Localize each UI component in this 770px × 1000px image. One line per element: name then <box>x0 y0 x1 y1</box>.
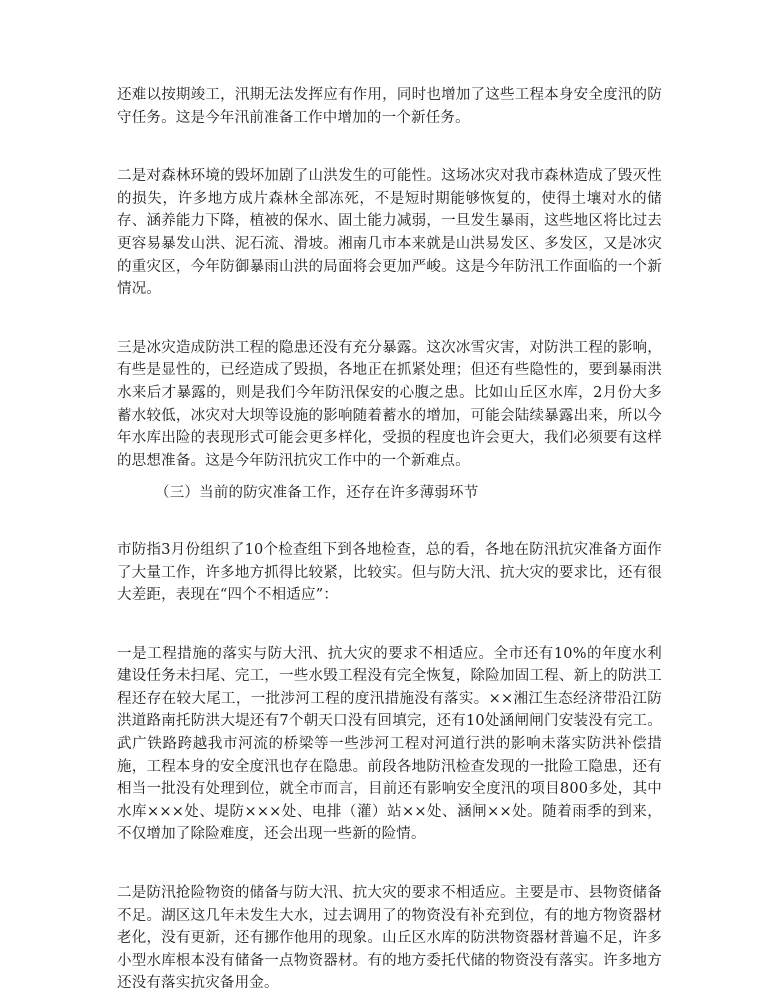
paragraph-gap <box>117 472 662 482</box>
paragraph-4: 市防指3月份组织了10个检查组下到各地检查，总的看，各地在防汛抗灾准备方面作了大量工作，许多地方抓得比较紧，比较实。但与防大汛、抗大灾的要求比，还有很大差距，表现在“四个不相适应”： <box>117 541 662 604</box>
paragraph-gap <box>117 129 662 165</box>
paragraph-gap <box>117 607 662 643</box>
paragraph-6: 二是防汛抢险物资的储备与防大汛、抗大灾的要求不相适应。主要是市、县物资储备不足。湖区这几年未发生大水，过去调用了的物资没有补充到位，有的地方物资器材老化，没有更新，还有挪作他用的现象。山丘区水库的防洪物资器材普遍不足，许多小型水库根本没有储备一点物资器材。有的地方委托代储的物资没有落实。许多地方还没有落实抗灾备用金。 <box>117 885 662 992</box>
section-heading: （三）当前的防灾准备工作，还存在许多薄弱环节 <box>155 485 479 502</box>
paragraph-2: 二是对森林环境的毁坏加剧了山洪发生的可能性。这场冰灾对我市森林造成了毁灭性的损失，许多地方成片森林全部冻死，不是短时期能够恢复的，使得土壤对水的储存、涵养能力下降，植被的保水、固土能力减弱，一旦发生暴雨，这些地区将比过去更容易暴发山洪、泥石流、滑坡。湘南几市本来就是山洪易发区、多发区，又是冰灾的重灾区，今年防御暴雨山洪的局面将会更加严峻。这是今年防汛工作面临的一个新情况。 <box>117 168 662 298</box>
paragraph-gap <box>117 846 662 882</box>
paragraph-gap <box>117 301 662 337</box>
paragraph-5: 一是工程措施的落实与防大汛、抗大灾的要求不相适应。全市还有10%的年度水利建设任务未扫尾、完工，一些水毁工程没有完全恢复，除险加固工程、新上的防洪工程还存在较大尾工，一批涉河工程的度汛措施没有落实。××湘江生态经济带沿江防洪道路南托防洪大堤还有7个朝天口没有回填完，还有10处涵闸闸门安装没有完工。武广铁路跨越我市河流的桥梁等一些涉河工程对河道行洪的影响未落实防洪补偿措施，工程本身的安全度汛也存在隐患。前段各地防汛检查发现的一批险工隐患，还有相当一批没有处理到位，就全市而言，目前还有影响安全度汛的项目800多处，其中水库×××处、堤防×××处、电排（灌）站××处、涵闸××处。随着雨季的到来，不仅增加了除险难度，还会出现一些新的险情。 <box>117 645 662 843</box>
document-body <box>117 84 662 995</box>
paragraph-3: 三是冰灾造成防洪工程的隐患还没有充分暴露。这次冰雪灾害，对防洪工程的影响，有些是显性的，已经造成了毁损，各地正在抓紧处理；但还有些隐性的，要到暴雨洪水来后才暴露的，则是我们今年防汛保安的心腹之患。比如山丘区水库，2月份大多蓄水较低，冰灾对大坝等设施的影响随着蓄水的增加，可能会陆续暴露出来，所以今年水库出险的表现形式可能会更多样化，受损的程度也许会更大，我们必须要有这样的思想准备。这是今年防汛抗灾工作中的一个新难点。 <box>117 339 662 469</box>
paragraph-gap <box>117 505 662 539</box>
paragraph-1: 还难以按期竣工，汛期无法发挥应有作用，同时也增加了这些工程本身安全度汛的防守任务。这是今年汛前准备工作中增加的一个新任务。 <box>117 87 662 126</box>
